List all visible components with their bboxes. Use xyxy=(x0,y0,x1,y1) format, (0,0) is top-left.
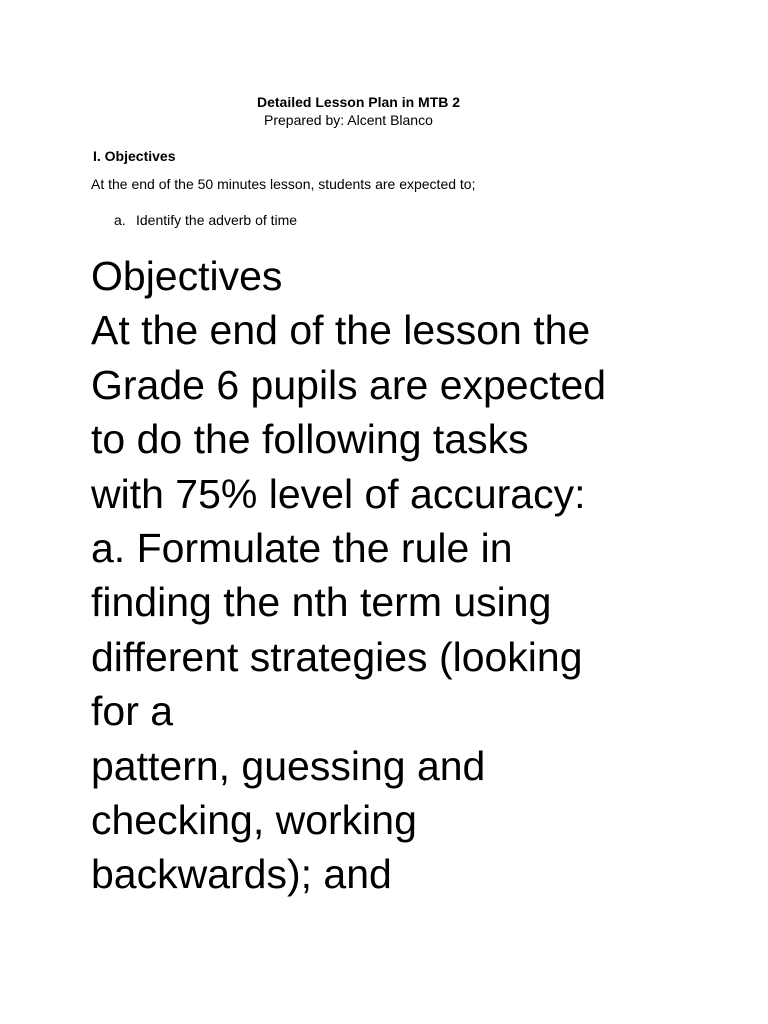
large-text-line: a. Formulate the rule in xyxy=(91,525,513,572)
objectives-heading: I. Objectives xyxy=(93,148,176,164)
list-item-text: Identify the adverb of time xyxy=(136,212,298,228)
prepared-by-line: Prepared by: Alcent Blanco xyxy=(264,112,433,128)
large-text-line: to do the following tasks xyxy=(91,416,529,463)
large-objectives-text xyxy=(91,249,751,902)
large-text-line: for a xyxy=(91,688,174,735)
large-text-line: checking, working xyxy=(91,797,417,844)
large-text-line: Grade 6 pupils are expected xyxy=(91,361,607,408)
list-marker: a. xyxy=(114,212,126,228)
document-title: Detailed Lesson Plan in MTB 2 xyxy=(257,94,461,110)
large-text-line: Objectives xyxy=(91,253,283,299)
large-text-line: At the end of the lesson the xyxy=(91,307,591,354)
objective-list-item xyxy=(114,212,297,228)
large-text-line: finding the nth term using xyxy=(91,579,552,626)
large-text-line: backwards); and xyxy=(91,851,392,898)
large-text-line: different strategies (looking xyxy=(91,633,583,680)
large-text-line: pattern, guessing and xyxy=(91,742,486,789)
large-text-line: with 75% level of accuracy: xyxy=(91,470,586,517)
objectives-intro: At the end of the 50 minutes lesson, students are expected to; xyxy=(91,176,476,192)
